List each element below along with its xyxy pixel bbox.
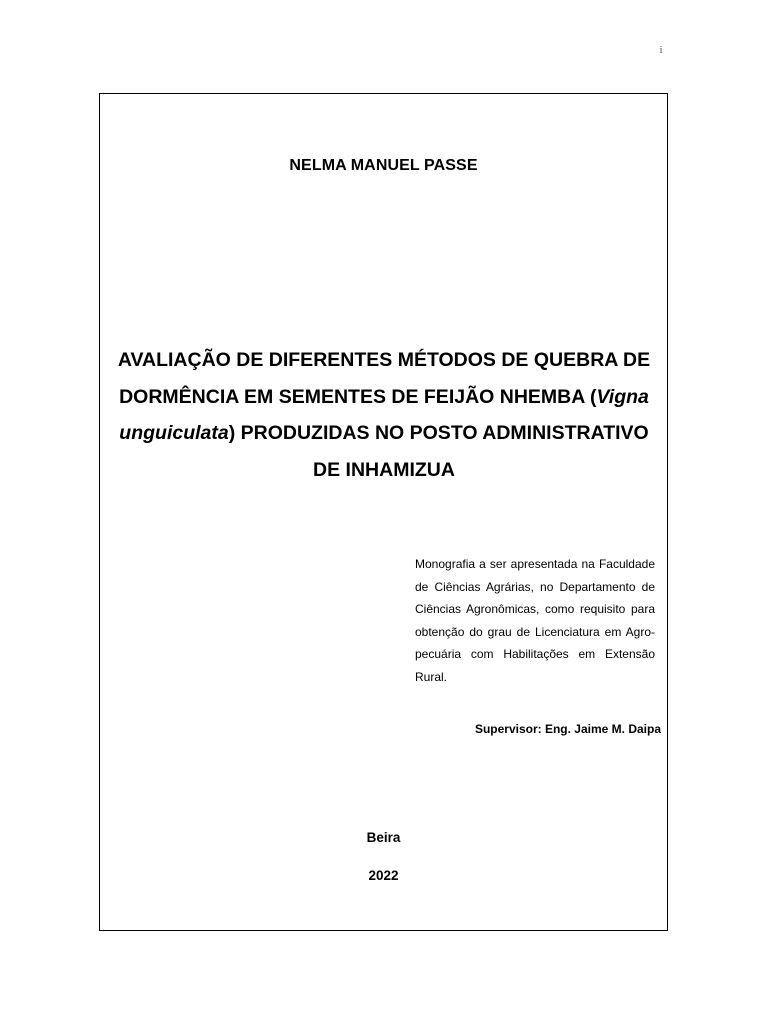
- title-part-1: AVALIAÇÃO DE DIFERENTES MÉTODOS DE QUEBRA DE DORMÊNCIA EM SEMENTES DE FEIJÃO NHEMBA (: [117, 349, 651, 408]
- author-name: NELMA MANUEL PASSE: [289, 157, 478, 174]
- year: 2022: [368, 868, 399, 883]
- supervisor: Supervisor: Eng. Jaime M. Daipa: [474, 722, 661, 736]
- thesis-title: [104, 342, 664, 488]
- cover-frame: [99, 93, 668, 931]
- scientific-name: Vigna unguiculata: [119, 385, 649, 444]
- city: Beira: [366, 830, 401, 845]
- page-number: i: [659, 44, 663, 56]
- thesis-purpose: Monografia a ser apresentada na Faculdade de Ciências Agrárias, no Departamento de Ciências Agronômicas, como requisito para obtenção do grau de Licenciatura em Agro-pecuária com Habilitações em Extensão Rural.: [415, 557, 655, 684]
- title-part-2: ) PRODUZIDAS NO POSTO ADMINISTRATIVO DE INHAMIZUA: [228, 422, 649, 481]
